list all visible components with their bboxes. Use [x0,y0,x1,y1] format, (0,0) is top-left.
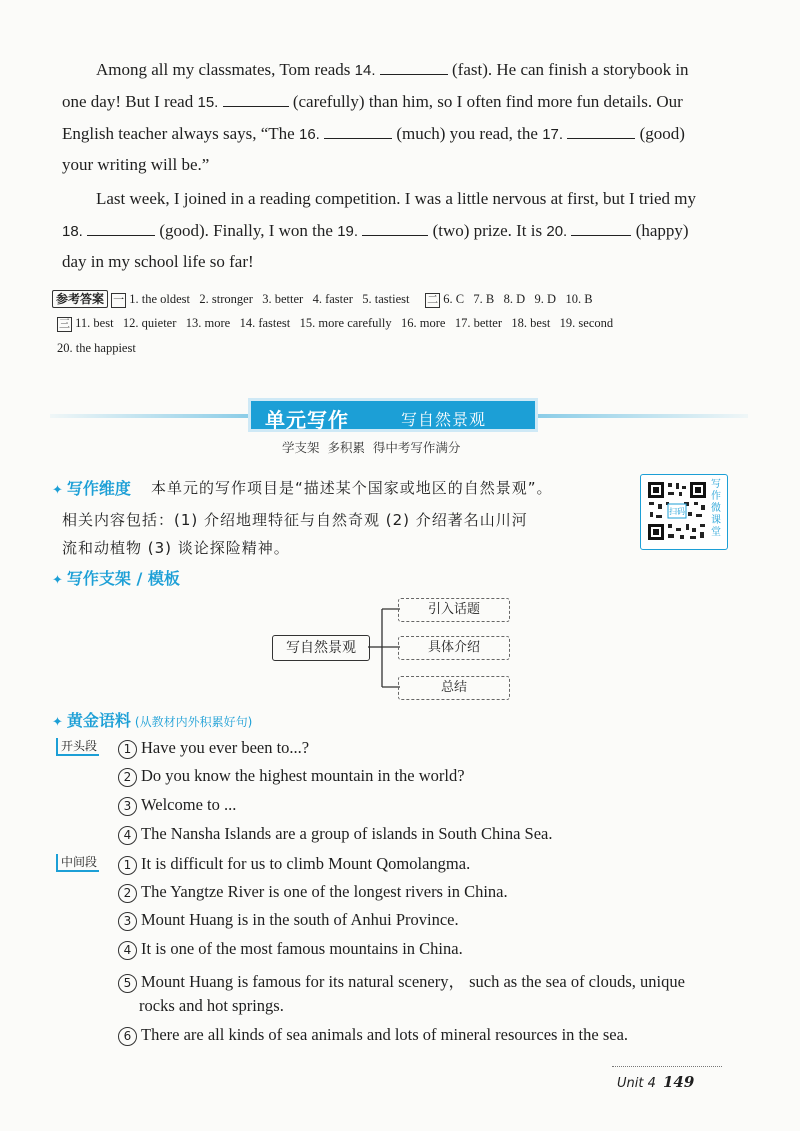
ans-1: 1. the oldest [129,292,191,306]
opening-label: 开头段 [56,738,99,756]
ans-6: 6. C [443,292,465,306]
banner [248,398,538,432]
page-number: 149 [662,1073,695,1091]
number-marker: 3 [118,912,137,931]
sparkle-icon: ✦ [52,715,63,730]
golden-heading: ✦ 黄金语料 (从教材内外积累好句) [52,711,253,730]
passage-line-1: Among all my classmates, Tom reads 14. (fast). He can finish a storybook in [96,60,689,79]
ans-2: 2. stronger [199,292,253,306]
ans-17: 17. better [454,316,503,330]
passage-line-5: Last week, I joined in a reading competition. I was a little nervous at first, but I tried my [96,189,697,208]
ans-13: 13. more [185,316,231,330]
ans-18: 18. best [511,316,551,330]
section-1-marker: 一 [113,292,125,306]
opening-sentence: 2 Do you know the highest mountain in the world? [118,766,465,787]
dimension-heading: ✦ 写作维度 [52,479,131,498]
middle-sentence: 6 There are all kinds of sea animals and lots of mineral resources in the sea. [118,1025,628,1046]
ans-16: 16. more [401,316,446,330]
number-marker: 5 [118,974,137,993]
passage-line-4: your writing will be.” [62,155,210,174]
number-marker: 6 [118,1027,137,1046]
mindmap-branch-summary: 总结 [398,676,510,700]
passage-line-2: one day! But I read 15. (carefully) than him, so I often find more fun details. Our [62,92,683,111]
ans-7: 7. B [473,292,495,306]
middle-sentence: 1 It is difficult for us to climb Mount Qomolangma. [118,854,470,875]
section-2-marker: 二 [427,292,439,306]
middle-sentence: 2 The Yangtze River is one of the longest rivers in China. [118,882,508,903]
answer-key-label: 参考答案 [52,290,108,308]
blank-18[interactable] [87,221,155,236]
ans-19: 19. second [559,316,614,330]
middle-sentence: 3 Mount Huang is in the south of Anhui Province. [118,910,459,931]
sparkle-icon: ✦ [52,573,63,588]
middle-label: 中间段 [56,854,99,872]
ans-11: 11. best [75,316,114,330]
mindmap-root: 写自然景观 [272,635,370,661]
blank-19[interactable] [362,221,428,236]
passage-line-7: day in my school life so far! [62,252,254,271]
ans-8: 8. D [503,292,526,306]
ans-14: 14. fastest [239,316,291,330]
number-marker: 3 [118,797,137,816]
banner-rule-right [538,414,748,418]
banner-rule-left [50,414,250,418]
ans-4: 4. faster [312,292,353,306]
banner-subtitle: 写自然景观 [401,410,487,429]
middle-sentence: 4 It is one of the most famous mountains in China. [118,939,463,960]
qr-side-label: 写作微课堂 [711,479,721,538]
opening-sentence: 4 The Nansha Islands are a group of islands in South China Sea. [118,824,553,845]
blank-17[interactable] [567,124,635,139]
passage-line-3: English teacher always says, “The 16. (much) you read, the 17. (good) [62,124,685,143]
dimension-text-3: 流和动植物 (3) 谈论探险精神。 [62,539,290,557]
dimension-text-2: 相关内容包括：(1) 介绍地理特征与自然奇观 (2) 介绍著名山川河 [62,511,528,529]
qr-center-label: 扫码 [669,507,685,516]
number-marker: 1 [118,856,137,875]
mindmap-connectors [368,600,400,700]
answers-row-2 [57,316,613,332]
opening-sentence: 3 Welcome to ... [118,795,236,816]
opening-sentence: 1 Have you ever been to...? [118,738,309,759]
mindmap-branch-intro: 引入话题 [398,598,510,622]
answers-row-1 [52,290,593,308]
blank-20[interactable] [571,221,631,236]
passage-line-6: 18. (good). Finally, I won the 19. (two) prize. It is 20. (happy) [62,221,689,240]
mindmap-branch-detail: 具体介绍 [398,636,510,660]
number-marker: 1 [118,740,137,759]
number-marker: 2 [118,884,137,903]
blank-14[interactable] [380,60,448,75]
footer-unit: Unit 4 [617,1076,656,1091]
ans-5: 5. tastiest [362,292,410,306]
golden-note: (从教材内外积累好句) [134,715,253,729]
middle-sentence: 5 Mount Huang is famous for its natural scenery， such as the sea of clouds, unique [118,968,685,993]
middle-sentence-continued: rocks and hot springs. [139,996,284,1015]
sparkle-icon: ✦ [52,483,63,498]
ans-10: 10. B [565,292,593,306]
blank-15[interactable] [223,92,289,107]
ans-12: 12. quieter [122,316,177,330]
answers-row-3: 20. the happiest [57,341,136,355]
page-footer [617,1072,694,1091]
ans-3: 3. better [262,292,304,306]
number-marker: 4 [118,941,137,960]
number-marker: 4 [118,826,137,845]
banner-tagline: 学支架 多积累 得中考写作满分 [282,440,461,455]
framework-heading: ✦ 写作支架 / 模板 [52,569,180,588]
footer-rule [612,1066,722,1067]
dimension-text-1: 本单元的写作项目是“描述某个国家或地区的自然景观”。 [151,479,553,497]
ans-9: 9. D [534,292,557,306]
number-marker: 2 [118,768,137,787]
qr-code[interactable] [640,474,728,550]
blank-16[interactable] [324,124,392,139]
banner-title: 单元写作 [265,408,349,432]
section-3-marker: 三 [59,316,70,330]
ans-15: 15. more carefully [299,316,392,330]
